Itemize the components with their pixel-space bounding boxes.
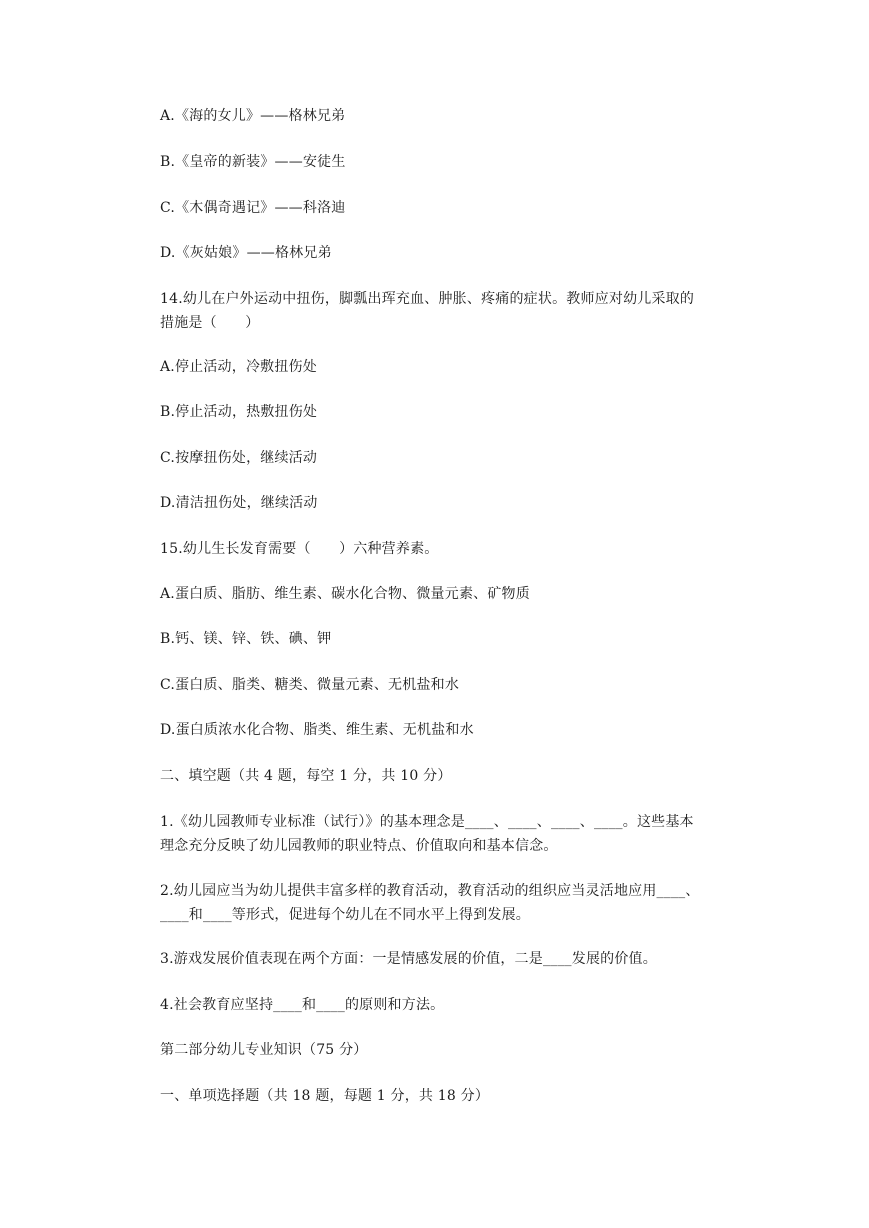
fill-q2-line2: ____和____等形式，促进每个幼儿在不同水平上得到发展。 [160,907,530,923]
q15-option-a: A.蛋白质、脂肪、维生素、碳水化合物、微量元素、矿物质 [160,586,530,602]
q14-stem-line2: 措施是（ ） [160,315,260,331]
q14-stem-line1: 14.幼儿在户外运动中扭伤，脚瓢出珲充血、肿胀、疼痛的症状。教师应对幼儿采取的 [160,291,695,307]
fill-q1-line1: 1.《幼儿园教师专业标准（试行）》的基本理念是____、____、____、____。这些基本 [160,814,694,830]
fill-q1-line2: 理念充分反映了幼儿园教师的职业特点、价值取向和基本信念。 [160,838,558,854]
fill-q2-line1: 2.幼儿园应当为幼儿提供丰富多样的教育活动，教育活动的组织应当灵活地应用____、 [160,883,700,899]
q15-stem: 15.幼儿生长发育需要（ ）六种营养素。 [160,541,439,557]
q14-option-c: C.按摩扭伤处，继续活动 [160,450,318,466]
q14-option-b: B.停止活动，热敷扭伤处 [160,404,318,420]
q13-option-d: D.《灰姑娘》——格林兄弟 [160,245,332,261]
q13-option-b: B.《皇帝的新装》——安徒生 [160,154,346,170]
fill-section-heading: 二、填空题（共 4 题，每空 1 分，共 10 分） [160,768,452,784]
q15-option-d: D.蛋白质浓水化合物、脂类、维生素、无机盐和水 [160,722,474,738]
part2-heading: 第二部分幼儿专业知识（75 分） [160,1042,368,1058]
part2-section1-heading: 一、单项选择题（共 18 题，每题 1 分，共 18 分） [160,1088,490,1104]
q14-option-d: D.清洁扭伤处，继续活动 [160,495,318,511]
q14-option-a: A.停止活动，冷敷扭伤处 [160,359,317,375]
fill-q3: 3.游戏发展价值表现在两个方面：一是情感发展的价值，二是____发展的价值。 [160,951,657,967]
fill-q4: 4.社会教育应坚持____和____的原则和方法。 [160,997,445,1013]
q15-option-c: C.蛋白质、脂类、糖类、微量元素、无机盐和水 [160,677,460,693]
q15-option-b: B.钙、镁、锌、铁、碘、钾 [160,631,332,647]
q13-option-a: A.《海的女儿》——格林兄弟 [160,108,346,124]
q13-option-c: C.《木偶奇遇记》——科洛迪 [160,200,346,216]
